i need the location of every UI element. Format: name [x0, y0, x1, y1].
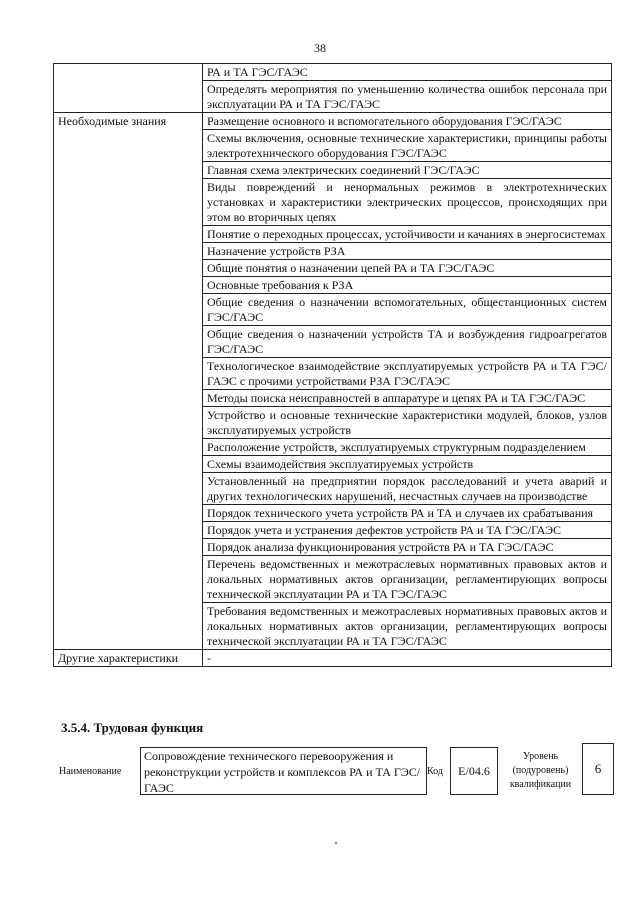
- row-text: Виды повреждений и ненормальных режимов в электротехнических установках и характеристики электрических процессов, происходящих при этом во вторичных цепях: [203, 179, 612, 226]
- row-text: Общие понятия о назначении цепей РА и ТА ГЭС/ГАЭС: [203, 260, 612, 277]
- scan-dot: [335, 842, 337, 844]
- row-text: Общие сведения о назначении устройств ТА и возбуждения гидроагрегатов ГЭС/ГАЭС: [203, 326, 612, 358]
- row-text: Главная схема электрических соединений ГЭС/ГАЭС: [203, 162, 612, 179]
- row-text: Понятие о переходных процессах, устойчивости и качаниях в энергосистемах: [203, 226, 612, 243]
- code-value: E/04.6: [450, 747, 498, 795]
- row-text: Схемы включения, основные технические характеристики, принципы работы электротехнического оборудования ГЭС/ГАЭС: [203, 130, 612, 162]
- row-text: Порядок учета и устранения дефектов устройств РА и ТА ГЭС/ГАЭС: [203, 522, 612, 539]
- name-label: Наименование: [59, 766, 122, 777]
- row-label: [54, 64, 203, 113]
- labor-function-row: [55, 740, 615, 802]
- row-text: Установленный на предприятии порядок расследований и учета аварий и других технологических нарушений, несчастных случаев на производстве: [203, 473, 612, 505]
- requirements-table: [53, 63, 612, 667]
- table-row: [54, 113, 612, 130]
- row-text: Требования ведомственных и межотраслевых нормативных правовых актов и локальных нормативных актов организации, регламентирующих вопросы технической эксплуатации РА и ТА ГЭС/ГАЭС: [203, 603, 612, 650]
- row-text: Порядок технического учета устройств РА и ТА и случаев их срабатывания: [203, 505, 612, 522]
- row-text: РА и ТА ГЭС/ГАЭС: [203, 64, 612, 81]
- row-text: Устройство и основные технические характеристики модулей, блоков, узлов эксплуатируемых устройств: [203, 407, 612, 439]
- row-text: Размещение основного и вспомогательного оборудования ГЭС/ГАЭС: [203, 113, 612, 130]
- row-text: Общие сведения о назначении вспомогательных, общестанционных систем ГЭС/ГАЭС: [203, 294, 612, 326]
- row-text: Порядок анализа функционирования устройств РА и ТА ГЭС/ГАЭС: [203, 539, 612, 556]
- row-text: Назначение устройств РЗА: [203, 243, 612, 260]
- row-text: Схемы взаимодействия эксплуатируемых устройств: [203, 456, 612, 473]
- level-label: Уровень (подуровень) квалификации: [509, 751, 572, 790]
- page-number: 38: [314, 41, 326, 55]
- table-row: [54, 64, 612, 81]
- level-value: 6: [582, 743, 614, 795]
- row-text: Расположение устройств, эксплуатируемых структурным подразделением: [203, 439, 612, 456]
- row-label: Необходимые знания: [54, 113, 203, 650]
- code-label: Код: [427, 766, 443, 777]
- row-text: -: [203, 650, 612, 667]
- name-value: Сопровождение технического перевооружения и реконструкции устройств и комплексов РА и ТА ГЭС/ГАЭС: [140, 747, 427, 795]
- row-text: Основные требования к РЗА: [203, 277, 612, 294]
- row-text: Определять мероприятия по уменьшению количества ошибок персонала при эксплуатации РА и ТА ГЭС/ГАЭС: [203, 81, 612, 113]
- table-row: [54, 650, 612, 667]
- section-title: 3.5.4. Трудовая функция: [61, 720, 204, 735]
- row-label: Другие характеристики: [54, 650, 203, 667]
- row-text: Методы поиска неисправностей в аппаратуре и цепях РА и ТА ГЭС/ГАЭС: [203, 390, 612, 407]
- row-text: Технологическое взаимодействие эксплуатируемых устройств РА и ТА ГЭС/ГАЭС с прочими устройствами РЗА ГЭС/ГАЭС: [203, 358, 612, 390]
- row-text: Перечень ведомственных и межотраслевых нормативных правовых актов и локальных нормативных актов организации, регламентирующих вопросы технической эксплуатации РА и ТА ГЭС/ГАЭС: [203, 556, 612, 603]
